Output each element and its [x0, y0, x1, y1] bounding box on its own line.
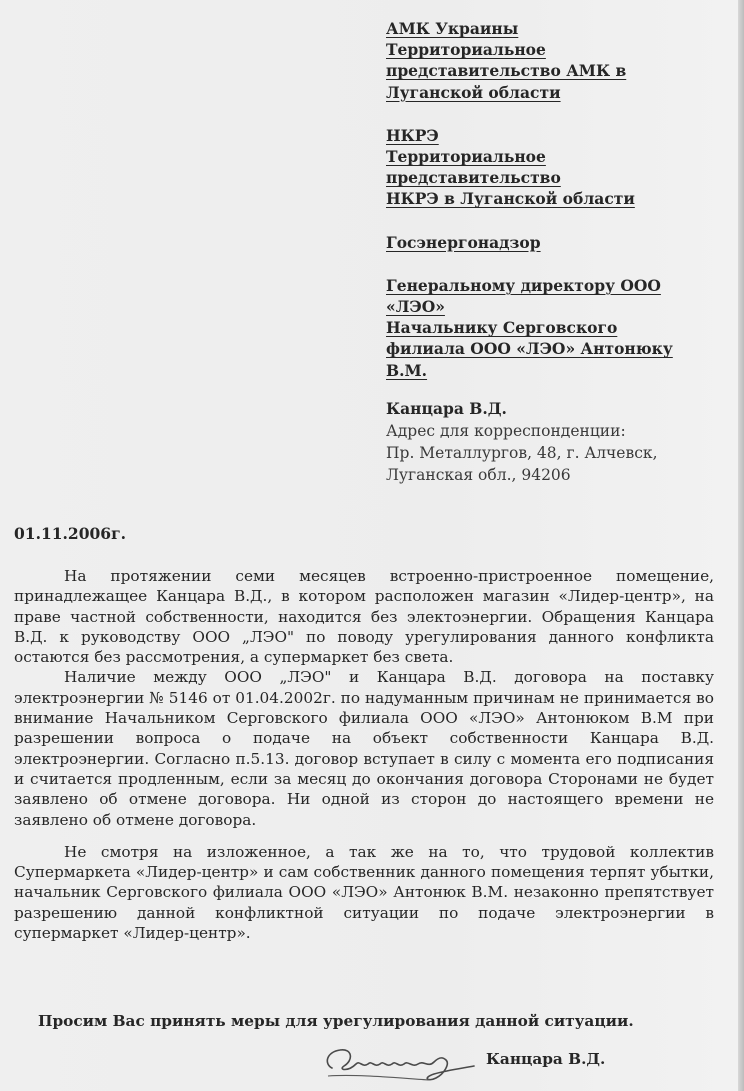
recipient-line: НКРЭ — [386, 125, 439, 145]
address-label: Адрес для корреспонденции: — [386, 422, 626, 440]
recipient-line: В.М. — [386, 360, 428, 380]
recipient-line: АМК Украины — [386, 19, 519, 38]
recipient-nkre — [386, 125, 726, 210]
recipient-line: Госэнергонадзор — [386, 232, 541, 252]
signature-name: Канцара В.Д. — [486, 1050, 606, 1068]
letter-date: 01.11.2006г. — [14, 524, 126, 543]
recipients-block — [386, 18, 726, 403]
recipient-line: представительство — [386, 168, 561, 188]
recipient-line: Начальнику Серговского — [386, 318, 618, 338]
page-edge — [738, 0, 744, 1091]
recipient-line: «ЛЭО» — [386, 297, 445, 317]
body-paragraph: На протяжении семи месяцев встроенно-пристроенное помещение, принадлежащее Канцара В.Д., в котором расположен магазин «Лидер-центр», на праве частной собственности, находится без электоэнергии. Обращения Канцара В.Д. к руководству ООО „ЛЭО" по поводу урегулирования данного конфликта остаются без рассмотрения, а супермаркет без света. — [14, 567, 714, 667]
handwritten-signature — [318, 1034, 478, 1086]
recipient-line: НКРЭ в Луганской области — [386, 189, 635, 209]
recipient-director — [386, 275, 726, 381]
address-line: Пр. Металлургов, 48, г. Алчевск, — [386, 444, 658, 462]
recipient-line: Территориальное — [386, 40, 546, 60]
closing-request: Просим Вас принять меры для урегулирования данной ситуации. — [38, 1012, 634, 1030]
recipient-gosenergonadzor — [386, 232, 726, 253]
recipient-line: филиала ООО «ЛЭО» Антонюку — [386, 339, 673, 359]
body-paragraph: Наличие между ООО „ЛЭО" и Канцара В.Д. договора на поставку электроэнергии № 5146 от 01.04.2002г. по надуманным причинам не принимается во внимание Начальником Серговского филиала ООО «ЛЭО» Антонюком В.М при разрешении вопроса о подаче на объект собственности Канцара В.Д. электроэнергии. Согласно п.5.13. договор вступает в силу с момента его подписания и считается продленным, если за месяц до окончания договора Сторонами не будет заявлено об отмене договора. Ни одной из сторон до настоящего времени не заявлено об отмене договора. — [14, 668, 714, 829]
address-line: Луганская обл., 94206 — [386, 466, 571, 484]
recipient-line: представительство АМК в — [386, 61, 627, 81]
sender-name: Канцара В.Д. — [386, 399, 507, 418]
recipient-amk — [386, 18, 726, 103]
recipient-line: Генеральному директору ООО — [386, 275, 661, 295]
letter-body — [14, 566, 714, 943]
sender-block — [386, 398, 726, 486]
recipient-line: Территориальное — [386, 147, 546, 167]
body-paragraph: Не смотря на изложенное, а так же на то, что трудовой коллектив Супермаркета «Лидер-центр» и сам собственник данного помещения терпят убытки, начальник Серговского филиала ООО «ЛЭО» Антонюк В.М. незаконно препятствует разрешению данной конфликтной ситуации по подаче электроэнергии в супермаркет «Лидер-центр». — [14, 842, 714, 943]
recipient-line: Луганской области — [386, 82, 561, 102]
